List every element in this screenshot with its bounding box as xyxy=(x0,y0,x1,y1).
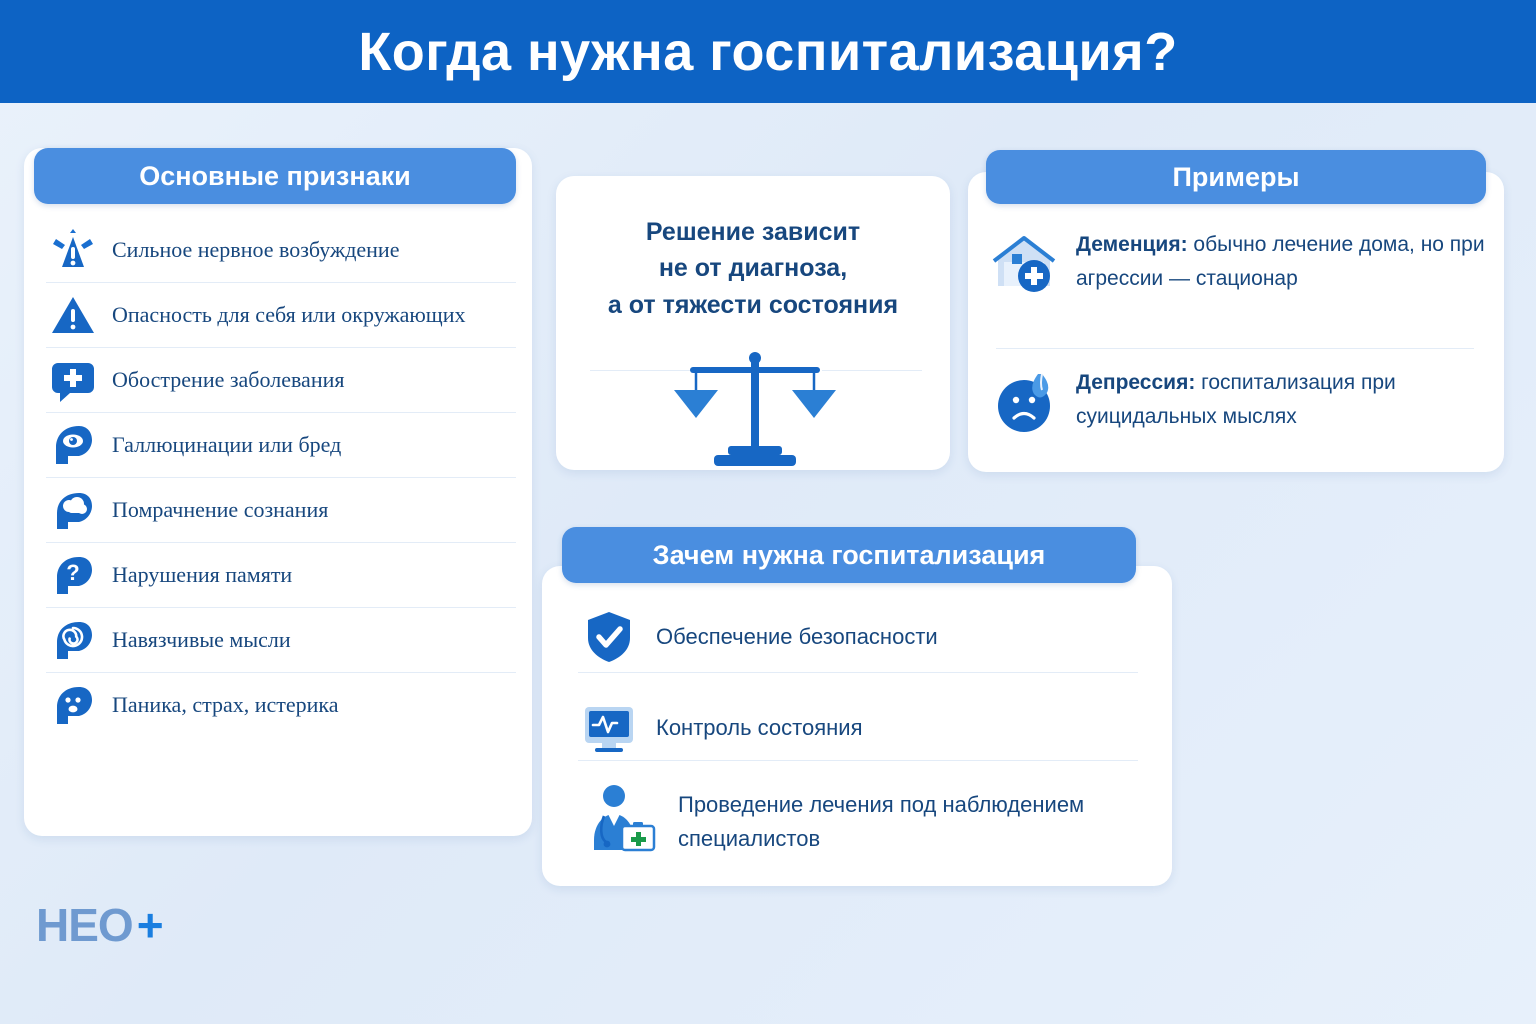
list-item xyxy=(578,780,1138,864)
exclamation-burst-icon xyxy=(46,223,100,277)
why-divider-0 xyxy=(578,672,1138,673)
example-rest: госпитализация при суицидальных мыслях xyxy=(1076,371,1396,428)
head-cloud-icon xyxy=(46,483,100,537)
doctor-icon xyxy=(578,780,662,864)
brand-logo xyxy=(36,898,164,952)
main-signs-list xyxy=(46,218,516,737)
list-item xyxy=(46,673,516,737)
examples-header-label: Примеры xyxy=(1172,161,1300,192)
decision-text xyxy=(576,214,930,323)
why-label: Проведение лечения под наблюдением специалистов xyxy=(678,791,1085,851)
page-header xyxy=(0,0,1536,103)
decision-line-3: а от тяжести состояния xyxy=(607,290,899,319)
why-divider-1 xyxy=(578,760,1138,761)
example-text xyxy=(1076,366,1486,433)
sign-label: Помрачнение сознания xyxy=(112,497,329,522)
head-eye-icon xyxy=(46,418,100,472)
sign-label: Обострение заболевания xyxy=(112,367,345,392)
decision-line-1: Решение зависит xyxy=(645,218,861,246)
list-item xyxy=(990,228,1486,300)
sign-label: Сильное нервное возбуждение xyxy=(112,237,400,262)
depression-face-icon xyxy=(990,366,1062,438)
home-medical-icon xyxy=(990,228,1062,300)
scales-icon xyxy=(660,350,850,470)
sign-label: Паника, страх, истерика xyxy=(112,692,339,717)
warning-triangle-icon xyxy=(46,288,100,342)
list-item xyxy=(46,543,516,608)
sign-label: Опасность для себя или окружающих xyxy=(112,302,466,327)
example-bold: Деменция: xyxy=(1076,233,1188,256)
why-hospitalization-header xyxy=(562,527,1136,583)
list-item xyxy=(46,608,516,673)
list-item xyxy=(578,606,1138,668)
why-header-label: Зачем нужна госпитализация xyxy=(652,539,1046,570)
logo-plus-icon: + xyxy=(136,899,164,951)
example-bold: Депрессия: xyxy=(1076,371,1196,394)
list-item xyxy=(46,413,516,478)
head-panic-icon xyxy=(46,678,100,732)
sign-label: Галлюцинации или бред xyxy=(112,432,342,457)
monitor-pulse-icon xyxy=(578,697,640,759)
sign-label: Нарушения памяти xyxy=(112,562,293,587)
list-item xyxy=(578,697,1138,759)
svg-text:?: ? xyxy=(66,560,80,585)
list-item xyxy=(46,348,516,413)
list-item xyxy=(46,218,516,283)
shield-check-icon xyxy=(578,606,640,668)
list-item xyxy=(46,478,516,543)
sign-label: Навязчивые мысли xyxy=(112,627,291,652)
logo-text: HEO xyxy=(36,899,133,951)
head-spiral-icon xyxy=(46,613,100,667)
why-label: Контроль состояния xyxy=(656,714,863,740)
why-label: Обеспечение безопасности xyxy=(656,623,938,649)
examples-header xyxy=(986,150,1486,204)
main-signs-header-label: Основные признаки xyxy=(139,160,411,191)
list-item xyxy=(990,366,1486,438)
decision-line-2: не от диагноза, xyxy=(658,254,848,283)
page-title: Когда нужна госпитализация? xyxy=(358,21,1178,82)
examples-divider xyxy=(996,348,1474,349)
head-question-icon xyxy=(46,548,100,602)
medical-cross-head-icon xyxy=(46,353,100,407)
example-text xyxy=(1076,228,1486,295)
list-item xyxy=(46,283,516,348)
main-signs-header xyxy=(34,148,516,204)
example-rest: обычно лечение дома, но при агрессии — стационар xyxy=(1076,233,1485,290)
